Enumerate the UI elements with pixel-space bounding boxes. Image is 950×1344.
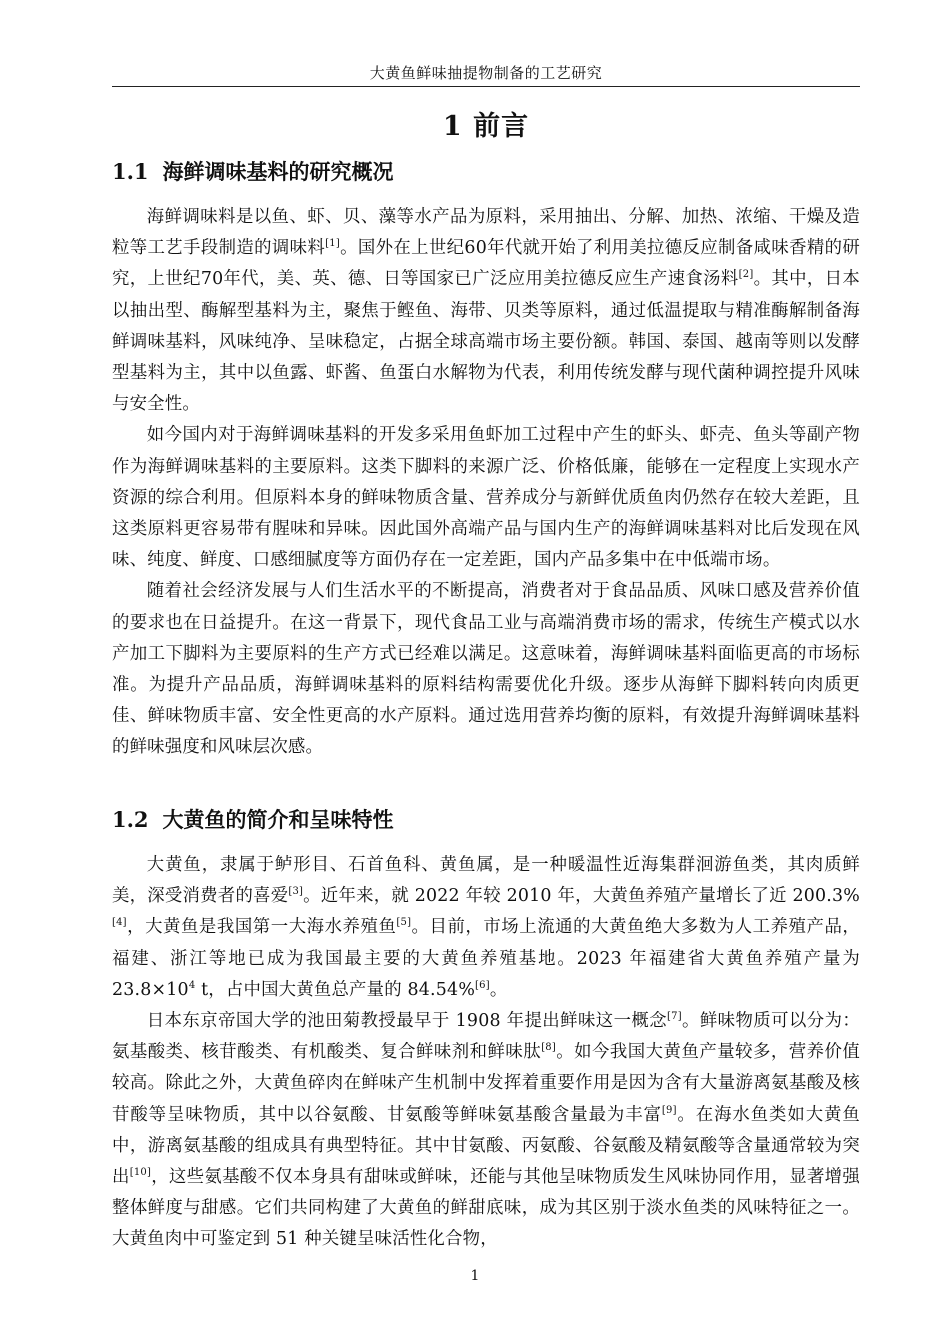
section-number: 1.2 [112,807,149,832]
citation-superscript: [10] [129,1167,152,1179]
citation-superscript: [8] [541,1042,556,1054]
paragraph-text: 如今国内对于海鲜调味基料的开发多采用鱼虾加工过程中产生的虾头、虾壳、鱼头等副产物作为海鲜调味基料的主要原料。这类下脚料的来源广泛、价格低廉，能够在一定程度上实现水产资源的综合利用。但原料本身的鲜味物质含量、营养成分与新鲜优质鱼肉仍然存在较大差距，且这类原料更容易带有腥味和异味。因此国外高端产品与国内生产的海鲜调味基料对比后发现在风味、纯度、鲜度、口感细腻度等方面仍存在一定差距，国内产品多集中在中低端市场。 [112,425,860,571]
section-title: 大黄鱼的简介和呈味特性 [162,807,394,832]
citation-superscript: 4 [188,980,196,992]
citation-superscript: [7] [667,1011,682,1023]
section-heading [112,156,860,188]
paragraph-text: 大黄鱼，隶属于鲈形目、石首鱼科、黄鱼属，是一种暖温性近海集群洄游鱼类，其肉质鲜美，深受消费者的喜爱 [112,855,860,907]
paragraph-text: 。国外在上世纪60年代就开始了利用美拉德反应制备咸味香精的研究，上世纪70年代，美、英、德、日等国家已广泛应用美拉德反应生产速食汤料 [112,238,860,290]
chapter-title: 1 前言 [442,111,530,142]
section-1-2 [112,804,860,1256]
paragraph-text: 。在海水鱼类如大黄鱼中，游离氨基酸的组成具有典型特征。其中甘氨酸、丙氨酸、谷氨酸及精氨酸等含量通常较为突出 [112,1104,860,1188]
section-1-1 [112,156,860,764]
section-heading [112,804,860,836]
paragraph [112,420,860,576]
paragraph-text: 。 [489,979,508,1000]
citation-superscript: [3] [288,886,304,898]
paragraph-text: 日本东京帝国大学的池田菊教授最早于 1908 年提出鲜味这一概念 [146,1011,668,1032]
page-number: 1 [470,1268,480,1284]
paragraph [112,850,860,1006]
paragraph-text: 。其中，日本以抽出型、酶解型基料为主，聚焦于鲣鱼、海带、贝类等原料，通过低温提取与精准酶解制备海鲜调味基料，风味纯净、呈味稳定，占据全球高端市场主要份额。韩国、泰国、越南等则以发酵型基料为主，其中以鱼露、虾酱、鱼蛋白水解物为代表，利用传统发酵与现代菌种调控提升风味与安全性。 [112,269,861,415]
paragraph [112,576,860,763]
paragraph-text: 海鲜调味料是以鱼、虾、贝、藻等水产品为原料，采用抽出、分解、加热、浓缩、干燥及造粒等工艺手段制造的调味料 [112,207,860,259]
header-rule [112,86,860,87]
citation-superscript: [9] [661,1104,677,1116]
paragraph [112,1006,860,1256]
paragraph-text: 随着社会经济发展与人们生活水平的不断提高，消费者对于食品品质、风味口感及营养价值的要求也在日益提升。在这一背景下，现代食品工业与高端消费市场的需求，传统生产模式以水产加工下脚料为主要原料的生产方式已经难以满足。这意味着，海鲜调味基料面临更高的市场标准。为提升产品品质，海鲜调味基料的原料结构需要优化升级。逐步从海鲜下脚料转向肉质更佳、鲜味物质丰富、安全性更高的水产原料。通过选用营养均衡的原料，有效提升海鲜调味基料的鲜味强度和风味层次感。 [112,581,860,758]
paragraph-text: 。近年来，就 2022 年较 2010 年，大黄鱼养殖产量增长了近 200.3% [303,886,860,907]
citation-superscript: [4] [112,917,127,929]
running-header-title: 大黄鱼鲜味抽提物制备的工艺研究 [369,64,603,82]
paragraph-text: t，占中国大黄鱼总产量的 84.54% [195,979,476,1000]
paragraph-text: ，大黄鱼是我国第一大海水养殖鱼 [126,917,397,938]
citation-superscript: [2] [738,269,754,281]
paragraph-text: 。目前，市场上流通的大黄鱼绝大多数为人工养殖产品，福建、浙江等地已成为我国最主要的大黄鱼养殖基地。2023 年福建省大黄鱼养殖产量为 23.8×10 [112,917,860,1000]
paragraph-text: 。如今我国大黄鱼产量较多，营养价值较高。除此之外，大黄鱼碎肉在鲜味产生机制中发挥着重要作用是因为含有大量游离氨基酸及核苷酸等呈味物质，其中以谷氨酸、甘氨酸等鲜味氨基酸含量最为丰富 [112,1042,860,1125]
paragraph [112,202,860,420]
citation-superscript: [6] [475,980,490,992]
section-title: 海鲜调味基料的研究概况 [162,159,394,184]
paragraph-text: ，这些氨基酸不仅本身具有甜味或鲜味，还能与其他呈味物质发生风味协同作用，显著增强整体鲜度与甜感。它们共同构建了大黄鱼的鲜甜底味，成为其区别于淡水鱼类的风味特征之一。大黄鱼肉中可鉴定到 51 种关键呈味活性化合物， [112,1167,860,1250]
citation-superscript: [5] [396,917,412,929]
section-number: 1.1 [112,159,149,184]
paragraph-text: 。鲜味物质可以分为：氨基酸类、核苷酸类、有机酸类、复合鲜味剂和鲜味肽 [112,1011,860,1063]
citation-superscript: [1] [325,238,340,250]
